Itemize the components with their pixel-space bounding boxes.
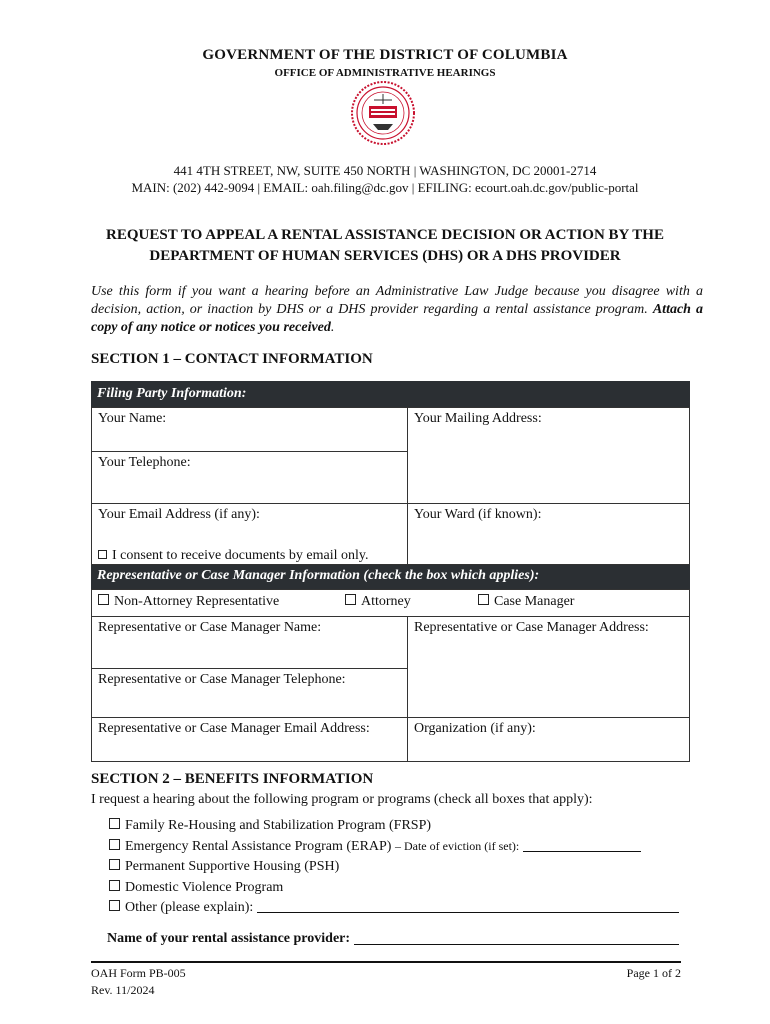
attorney-label: Attorney (361, 594, 411, 609)
consent-label: I consent to receive documents by email only. (112, 548, 369, 563)
your-email-label: Your Email Address (if any): (98, 507, 260, 522)
your-name-label: Your Name: (98, 411, 167, 426)
provider-name-row[interactable] (107, 931, 679, 947)
organization-label: Organization (if any): (414, 721, 536, 736)
frsp-checkbox[interactable] (109, 818, 120, 829)
domestic-violence-checkbox[interactable] (109, 880, 120, 891)
address-line: 441 4TH STREET, NW, SUITE 450 NORTH | WASHINGTON, DC 20001-2714 (173, 163, 597, 178)
section2-heading: SECTION 2 – BENEFITS INFORMATION (91, 771, 374, 787)
eviction-date-line[interactable] (523, 839, 641, 852)
program-domestic-violence[interactable] (109, 880, 283, 896)
case-manager-label: Case Manager (494, 594, 575, 609)
non-attorney-option[interactable] (98, 594, 279, 610)
other-explain-line[interactable] (257, 900, 679, 913)
footer-rule (91, 961, 681, 963)
erap-label: Emergency Rental Assistance Program (ERAP) (125, 839, 392, 854)
dc-oah-seal-icon (350, 80, 416, 146)
office-heading: OFFICE OF ADMINISTRATIVE HEARINGS (274, 67, 496, 79)
provider-line[interactable] (354, 932, 679, 945)
email-consent[interactable] (98, 548, 368, 564)
hearing-request-text: I request a hearing about the following program or programs (check all boxes that apply): (91, 792, 593, 807)
revision-date: Rev. 11/2024 (91, 983, 155, 997)
rep-name-label: Representative or Case Manager Name: (98, 620, 322, 635)
program-erap[interactable] (109, 839, 699, 855)
your-telephone-label: Your Telephone: (98, 455, 191, 470)
form-title-line1: REQUEST TO APPEAL A RENTAL ASSISTANCE DECISION OR ACTION BY THE (106, 227, 664, 243)
intro-paragraph (91, 283, 703, 337)
non-attorney-label: Non-Attorney Representative (114, 594, 280, 609)
rep-address-label: Representative or Case Manager Address: (414, 620, 649, 635)
frsp-label: Family Re-Housing and Stabilization Program (FRSP) (125, 818, 432, 833)
program-frsp[interactable] (109, 818, 431, 834)
intro-end: . (330, 320, 335, 335)
filing-party-bar: Filing Party Information: (91, 381, 690, 407)
rep-type-row (91, 589, 690, 617)
intro-attach-note: Attach a copy of any notice or notices you received (91, 302, 704, 335)
representative-bar: Representative or Case Manager Information (check the box which applies): (91, 565, 690, 589)
case-manager-checkbox[interactable] (478, 594, 489, 605)
psh-label: Permanent Supportive Housing (PSH) (125, 859, 340, 874)
rep-email-field[interactable] (91, 717, 408, 762)
eviction-date-label: – Date of eviction (if set): (394, 839, 520, 853)
attorney-option[interactable] (345, 594, 411, 610)
contact-line: MAIN: (202) 442-9094 | EMAIL: oah.filing@dc.gov | EFILING: ecourt.oah.dc.gov/public-portal (131, 180, 639, 195)
consent-checkbox[interactable] (98, 550, 107, 559)
erap-checkbox[interactable] (109, 839, 120, 850)
your-telephone-field[interactable] (91, 451, 408, 504)
rep-telephone-field[interactable] (91, 668, 408, 718)
attorney-checkbox[interactable] (345, 594, 356, 605)
intro-text: Use this form if you want a hearing before an Administrative Law Judge because you disagree with a decision, action, or inaction by DHS or a DHS provider regarding a rental assistance program. (91, 284, 703, 317)
government-heading: GOVERNMENT OF THE DISTRICT OF COLUMBIA (202, 47, 568, 63)
other-checkbox[interactable] (109, 900, 120, 911)
program-other[interactable] (109, 900, 699, 916)
provider-label: Name of your rental assistance provider: (107, 931, 351, 946)
domestic-violence-label: Domestic Violence Program (125, 880, 284, 895)
section1-heading: SECTION 1 – CONTACT INFORMATION (91, 351, 373, 367)
program-psh[interactable] (109, 859, 339, 875)
case-manager-option[interactable] (478, 594, 574, 610)
page-number: Page 1 of 2 (626, 966, 681, 980)
other-label: Other (please explain): (125, 900, 254, 915)
rep-name-field[interactable] (91, 616, 408, 669)
rep-address-field[interactable] (407, 616, 690, 718)
your-email-field[interactable] (91, 503, 408, 565)
organization-field[interactable] (407, 717, 690, 762)
rep-telephone-label: Representative or Case Manager Telephone: (98, 672, 346, 687)
your-mailing-label: Your Mailing Address: (414, 411, 542, 426)
your-ward-field[interactable] (407, 503, 690, 565)
form-title-line2: DEPARTMENT OF HUMAN SERVICES (DHS) OR A DHS PROVIDER (149, 248, 621, 264)
your-mailing-address-field[interactable] (407, 407, 690, 504)
your-ward-label: Your Ward (if known): (414, 507, 542, 522)
form-number: OAH Form PB-005 (91, 966, 186, 980)
rep-email-label: Representative or Case Manager Email Address: (98, 721, 370, 736)
non-attorney-checkbox[interactable] (98, 594, 109, 605)
psh-checkbox[interactable] (109, 859, 120, 870)
your-name-field[interactable] (91, 407, 408, 452)
